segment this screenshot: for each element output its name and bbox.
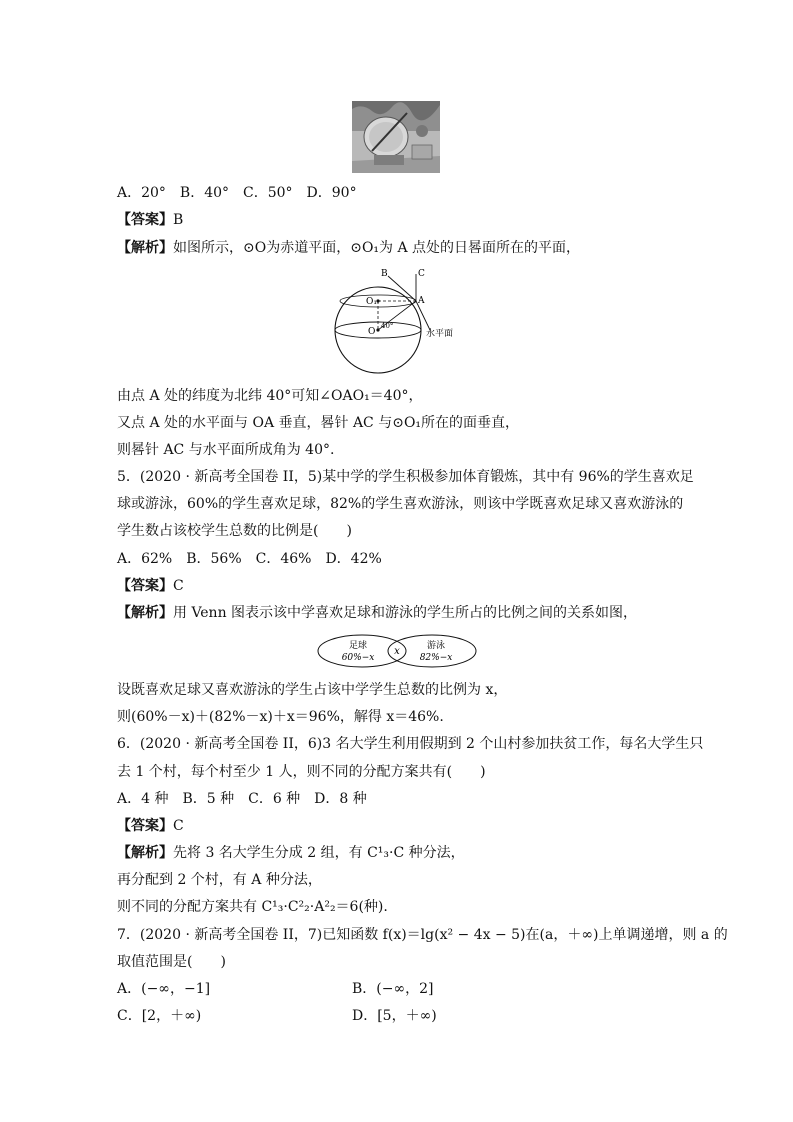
answer-tag: 【答案】 bbox=[117, 818, 173, 834]
q4-analysis-3: 又点 A 处的水平面与 OA 垂直，晷针 AC 与⊙O₁所在的面垂直， bbox=[117, 415, 520, 431]
analysis-tag: 【解析】 bbox=[117, 605, 173, 621]
label-a: A bbox=[418, 296, 425, 306]
q5-analysis-1 bbox=[117, 603, 637, 623]
q6-stem-1: 6．(2020 · 新高考全国卷 II，6)3 名大学生利用假期到 2 个山村参加扶贫工作，每名大学生只 bbox=[117, 736, 704, 752]
answer-tag: 【答案】 bbox=[117, 578, 173, 594]
venn-middle: x bbox=[394, 646, 400, 657]
q5-analysis-3: 则(60%－x)＋(82%－x)＋x＝96%，解得 x＝46%. bbox=[117, 709, 444, 725]
q6-analysis-text: 先将 3 名大学生分成 2 组，有 C¹₃·C 种分法， bbox=[173, 845, 465, 861]
q6-answer-value: C bbox=[173, 818, 184, 834]
q6-answer bbox=[117, 816, 184, 836]
q4-analysis-4: 则晷针 AC 与水平面所成角为 40°. bbox=[117, 442, 335, 458]
q7-stem-2: 取值范围是( ) bbox=[117, 954, 226, 970]
sundial-photo bbox=[352, 101, 440, 173]
q5-answer bbox=[117, 576, 184, 596]
label-angle: 40° bbox=[381, 322, 394, 330]
q4-analysis-1 bbox=[117, 238, 580, 258]
venn-left-title: 足球 bbox=[348, 641, 368, 651]
label-o1: O₁ bbox=[366, 297, 377, 307]
q7-option-a: A．(−∞，−1] bbox=[117, 981, 211, 997]
answer-tag: 【答案】 bbox=[117, 212, 173, 228]
q6-analysis-1 bbox=[117, 843, 465, 863]
q7-option-b: B．(−∞，2] bbox=[352, 981, 434, 997]
venn-right-title: 游泳 bbox=[426, 641, 446, 651]
q6-analysis-2: 再分配到 2 个村，有 A 种分法， bbox=[117, 872, 322, 888]
label-o: O bbox=[368, 327, 376, 337]
venn-right-value: 82%−x bbox=[419, 653, 453, 663]
q7-option-d: D．[5，＋∞) bbox=[352, 1008, 437, 1024]
q5-analysis-text: 用 Venn 图表示该中学喜欢足球和游泳的学生所占的比例之间的关系如图， bbox=[173, 605, 638, 621]
q4-options: A．20° B．40° C．50° D．90° bbox=[117, 185, 357, 201]
q5-options: A．62% B．56% C．46% D．42% bbox=[117, 551, 382, 567]
q5-stem-2: 球或游泳，60%的学生喜欢足球，82%的学生喜欢游泳，则该中学既喜欢足球又喜欢游泳的 bbox=[117, 496, 684, 512]
q7-stem-1: 7．(2020 · 新高考全国卷 II，7)已知函数 f(x)＝lg(x² − 4x − 5)在(a，＋∞)上单调递增，则 a 的 bbox=[117, 927, 728, 943]
q7-option-c: C．[2，＋∞) bbox=[117, 1008, 202, 1024]
q4-answer bbox=[117, 210, 183, 230]
analysis-tag: 【解析】 bbox=[117, 240, 173, 256]
q5-answer-value: C bbox=[173, 578, 184, 594]
label-b: B bbox=[381, 269, 388, 279]
q5-stem-1: 5．(2020 · 新高考全国卷 II，5)某中学的学生积极参加体育锻炼，其中有 96%的学生喜欢足 bbox=[117, 469, 694, 485]
analysis-tag: 【解析】 bbox=[117, 845, 173, 861]
sphere-diagram bbox=[330, 266, 470, 376]
q6-analysis-3: 则不同的分配方案共有 C¹₃·C²₂·A²₂＝6(种). bbox=[117, 899, 388, 915]
q4-analysis-text: 如图所示，⊙O为赤道平面，⊙O₁为 A 点处的日晷面所在的平面， bbox=[173, 240, 581, 256]
venn-diagram bbox=[316, 632, 478, 670]
q5-stem-3: 学生数占该校学生总数的比例是( ) bbox=[117, 523, 352, 539]
q4-answer-value: B bbox=[173, 212, 184, 228]
label-c: C bbox=[418, 269, 425, 279]
venn-left-value: 60%−x bbox=[341, 653, 375, 663]
q5-analysis-2: 设既喜欢足球又喜欢游泳的学生占该中学学生总数的比例为 x， bbox=[117, 682, 508, 698]
q6-stem-2: 去 1 个村，每个村至少 1 人，则不同的分配方案共有( ) bbox=[117, 764, 486, 780]
q4-analysis-2: 由点 A 处的纬度为北纬 40°可知∠OAO₁＝40°， bbox=[117, 388, 423, 404]
label-plane: 水平面 bbox=[426, 329, 454, 339]
q6-options: A．4 种 B．5 种 C．6 种 D．8 种 bbox=[117, 791, 367, 807]
